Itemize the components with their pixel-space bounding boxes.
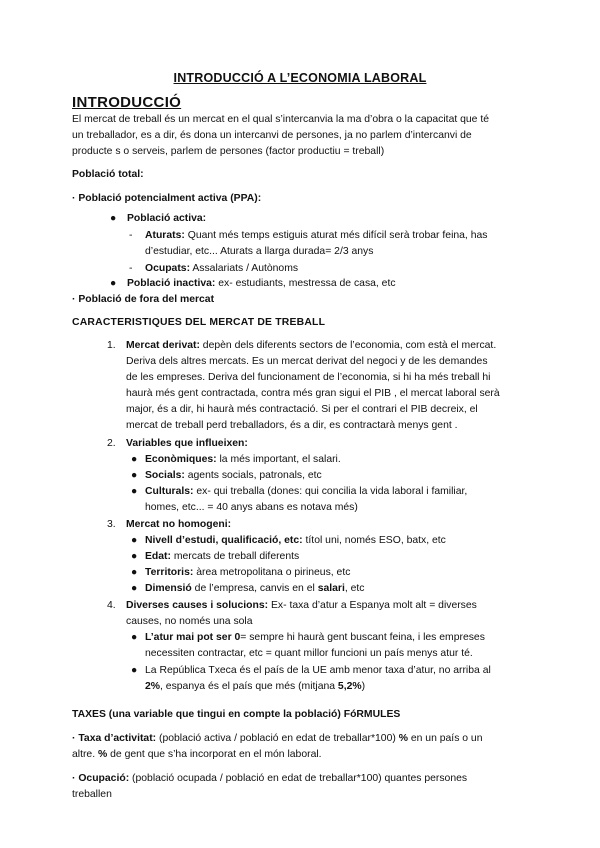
economiques-label: Econòmiques: xyxy=(145,454,217,465)
culturals-label: Culturals: xyxy=(145,486,194,497)
socials-line xyxy=(145,468,537,485)
txeca-line-1: La República Txeca és el país de la UE amb menor taxa d’atur, no arriba al xyxy=(145,665,491,676)
txeca-end: ) xyxy=(361,681,366,692)
bullet-icon: ● xyxy=(131,583,138,594)
activitat-pct: % xyxy=(398,733,408,744)
atur-line-2: necessiten contractar, etc = quant millor funcioni un país menys atur té. xyxy=(145,648,473,659)
dash-icon: - xyxy=(129,263,133,274)
dimensio-line xyxy=(145,581,537,598)
aturats-text-1: Quant més temps estiguis aturat més difícil serà trobar feina, has xyxy=(184,230,488,241)
item3-label: Mercat no homogeni: xyxy=(126,519,232,530)
item1-line-6: mercat de treball perd treballadors, és a dir, es contractarà menys gent . xyxy=(126,420,458,431)
activitat-text: (població activa / població en edat de treballar*100) xyxy=(156,733,399,744)
ocupacio-label: · Ocupació: xyxy=(72,773,130,784)
socials-text: agents socials, patronals, etc xyxy=(184,470,322,481)
aturats-line-2: d’estudiar, etc... Aturats a llarga durada= 2/3 anys xyxy=(145,246,374,257)
fora-line: · Població de fora del mercat xyxy=(72,294,215,305)
socials-label: Socials: xyxy=(145,470,185,481)
economiques-text: la més important, el salari. xyxy=(216,454,341,465)
aturats-label: Aturats: xyxy=(145,230,185,241)
ocupacio-line-1 xyxy=(72,771,532,788)
dimensio-text-b: , etc xyxy=(344,583,365,594)
bullet-icon: ● xyxy=(131,567,138,578)
activa-label: Població activa: xyxy=(127,213,207,224)
dimensio-text-a: de l’empresa, canvis en el xyxy=(191,583,318,594)
inactiva-text: ex- estudiants, mestressa de casa, etc xyxy=(215,278,396,289)
activitat-line2-pct: % xyxy=(98,749,108,760)
activitat-end: en un país o un xyxy=(407,733,483,744)
inactiva-label: Població inactiva: xyxy=(127,278,216,289)
caracteristiques-heading: CARACTERISTIQUES DEL MERCAT DE TREBALL xyxy=(72,317,326,328)
culturals-text-1: ex- qui treballa (dones: qui concilia la vida laboral i familiar, xyxy=(193,486,468,497)
atur-text-1: = sempre hi haurà gent buscant feina, i les empreses xyxy=(240,632,485,643)
culturals-line-2: homes, etc... = 40 anys abans es notava més) xyxy=(145,502,358,513)
inactiva-line xyxy=(127,276,537,293)
activitat-line2-end: de gent que s’ha incorporat en el món laboral. xyxy=(107,749,322,760)
item4-text-1: Ex- taxa d’atur a Espanya molt alt = diverses xyxy=(268,600,477,611)
bullet-icon: ● xyxy=(110,278,117,289)
poblacio-heading: Població total: xyxy=(72,169,144,180)
aturats-line-1 xyxy=(145,228,537,245)
ocupacio-line-2: treballen xyxy=(72,789,112,800)
nivell-line xyxy=(145,533,537,550)
intro-line-3: producte s o serveis, parlem de persones (factor productiu = treball) xyxy=(72,146,385,157)
bullet-icon: ● xyxy=(131,551,138,562)
activitat-line-2 xyxy=(72,747,532,764)
item2-label: Variables que influeixen: xyxy=(126,438,248,449)
nivell-text: títol uni, només ESO, batx, etc xyxy=(302,535,446,546)
edat-line xyxy=(145,549,537,566)
item1-line-4: haurà més gent contractada, contra més gran sigui el PIB , el mercat laboral serà xyxy=(126,388,500,399)
dimensio-label: Dimensió xyxy=(145,583,192,594)
bullet-icon: ● xyxy=(131,535,138,546)
economiques-line xyxy=(145,452,537,469)
bullet-icon: ● xyxy=(131,632,138,643)
atur-label: L’atur mai pot ser 0 xyxy=(145,632,241,643)
bullet-icon: ● xyxy=(131,486,138,497)
territoris-label: Territoris: xyxy=(145,567,194,578)
dash-icon: - xyxy=(129,230,133,241)
txeca-pct-1: 2% xyxy=(145,681,161,692)
activitat-line-1 xyxy=(72,731,532,748)
ocupats-text: Assalariats / Autònoms xyxy=(190,263,299,274)
taxes-heading: TAXES (una variable que tingui en compte la població) FóRMULES xyxy=(72,709,401,720)
list-number: 1. xyxy=(107,340,116,351)
nivell-label: Nivell d’estudi, qualificació, etc: xyxy=(145,535,303,546)
edat-label: Edat: xyxy=(145,551,171,562)
item1-line-2: Deriva dels altres mercats. Es un mercat derivat del negoci y de les demandes xyxy=(126,356,488,367)
item4-label: Diverses causes i solucions: xyxy=(126,600,269,611)
list-number: 2. xyxy=(107,438,116,449)
activitat-line2-start: altre. xyxy=(72,749,98,760)
ppa-line: · Població potencialment activa (PPA): xyxy=(72,193,262,204)
item1-line-3: de les empreses. Deriva del funcionament de l’economia, si hi ha més treball hi xyxy=(126,372,491,383)
bullet-icon: ● xyxy=(110,213,117,224)
bullet-icon: ● xyxy=(131,665,138,676)
item1-line-1 xyxy=(126,338,536,355)
item1-text-1: depèn dels diferents sectors de l’economia, com està el mercat. xyxy=(199,340,497,351)
atur-line-1 xyxy=(145,630,537,647)
intro-line-1: El mercat de treball és un mercat en el qual s’intercanvia la ma d’obra o la capacitat que té xyxy=(72,114,490,125)
bullet-icon: ● xyxy=(131,454,138,465)
ocupats-label: Ocupats: xyxy=(145,263,191,274)
item4-line-2: causes, no només una sola xyxy=(126,616,253,627)
item1-label: Mercat derivat: xyxy=(126,340,200,351)
page-title: INTRODUCCIÓ A L’ECONOMIA LABORAL xyxy=(173,71,427,85)
ocupacio-text: (població ocupada / població en edat de treballar*100) quantes persones xyxy=(129,773,468,784)
dimensio-salari: salari xyxy=(317,583,345,594)
edat-text: mercats de treball diferents xyxy=(170,551,300,562)
txeca-line-2 xyxy=(145,679,537,696)
item4-line-1 xyxy=(126,598,536,615)
territoris-text: àrea metropolitana o pirineus, etc xyxy=(193,567,351,578)
culturals-line-1 xyxy=(145,484,537,501)
txeca-mid: , espanya és el país que més (mitjana xyxy=(160,681,338,692)
section-heading-introduccio: INTRODUCCIÓ xyxy=(72,94,182,111)
territoris-line xyxy=(145,565,537,582)
activitat-label: · Taxa d’activitat: xyxy=(72,733,157,744)
list-number: 4. xyxy=(107,600,116,611)
bullet-icon: ● xyxy=(131,470,138,481)
item1-line-5: major, és a dir, hi haurà més contractació. Si per el contrari el PIB decreix, el xyxy=(126,404,478,415)
txeca-pct-2: 5,2% xyxy=(337,681,362,692)
list-number: 3. xyxy=(107,519,116,530)
intro-line-2: un treballador, es a dir, és dona un intercanvi de persones, ja no parlem d’intercanvi de xyxy=(72,130,472,141)
